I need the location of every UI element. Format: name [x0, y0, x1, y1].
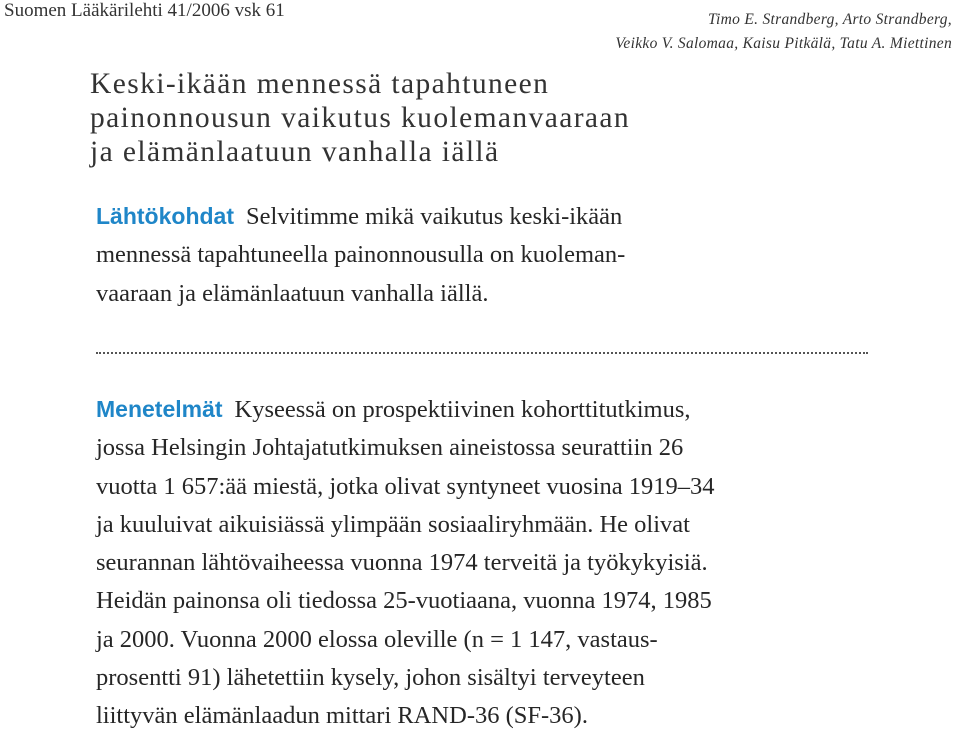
authors-line-2: Veikko V. Salomaa, Kaisu Pitkälä, Tatu A. Miettinen [615, 35, 952, 52]
section-first-line [96, 197, 625, 236]
body-text-line: Kyseessä on prospektiivinen kohorttitutkimus, [234, 396, 691, 423]
section-lahtokohdat [96, 197, 625, 313]
body-text-line: ja 2000. Vuonna 2000 elossa oleville (n = 1 147, vastaus- [96, 625, 658, 653]
section-menetelmat [96, 390, 715, 736]
body-text-line: vuotta 1 657:ää miestä, jotka olivat syntyneet vuosina 1919–34 [96, 472, 715, 500]
title-line: painonnousun vaikutus kuolemanvaaraan [90, 102, 631, 134]
title-line: Keski-ikään mennessä tapahtuneen [90, 68, 550, 100]
body-text-line: jossa Helsingin Johtajatutkimuksen aineistossa seurattiin 26 [96, 434, 684, 462]
body-text-line: seurannan lähtövaiheessa vuonna 1974 terveitä ja työkykyisiä. [96, 549, 708, 577]
section-heading: Lähtökohdat [96, 203, 234, 229]
body-text-line: liittyvän elämänlaadun mittari RAND-36 (SF-36). [96, 702, 588, 730]
dotted-divider [96, 352, 868, 354]
article-title [90, 67, 630, 169]
title-line: ja elämänlaatuun vanhalla iällä [90, 136, 500, 168]
body-text-line: Heidän painonsa oli tiedossa 25-vuotiaana, vuonna 1974, 1985 [96, 587, 712, 615]
section-heading: Menetelmät [96, 396, 223, 422]
authors-line-1: Timo E. Strandberg, Arto Strandberg, [707, 11, 952, 28]
author-list [615, 8, 952, 56]
journal-reference: Suomen Lääkärilehti 41/2006 vsk 61 [4, 0, 285, 21]
body-text-line: mennessä tapahtuneella painonnousulla on kuoleman- [96, 241, 626, 269]
body-text-line: Selvitimme mikä vaikutus keski-ikään [246, 203, 623, 230]
section-first-line [96, 390, 715, 429]
body-text-line: vaaraan ja elämänlaatuun vanhalla iällä. [96, 279, 489, 307]
body-text-line: ja kuuluivat aikuisiässä ylimpään sosiaaliryhmään. He olivat [96, 510, 690, 538]
body-text-line: prosentti 91) lähetettiin kysely, johon sisältyi terveyteen [96, 664, 645, 692]
